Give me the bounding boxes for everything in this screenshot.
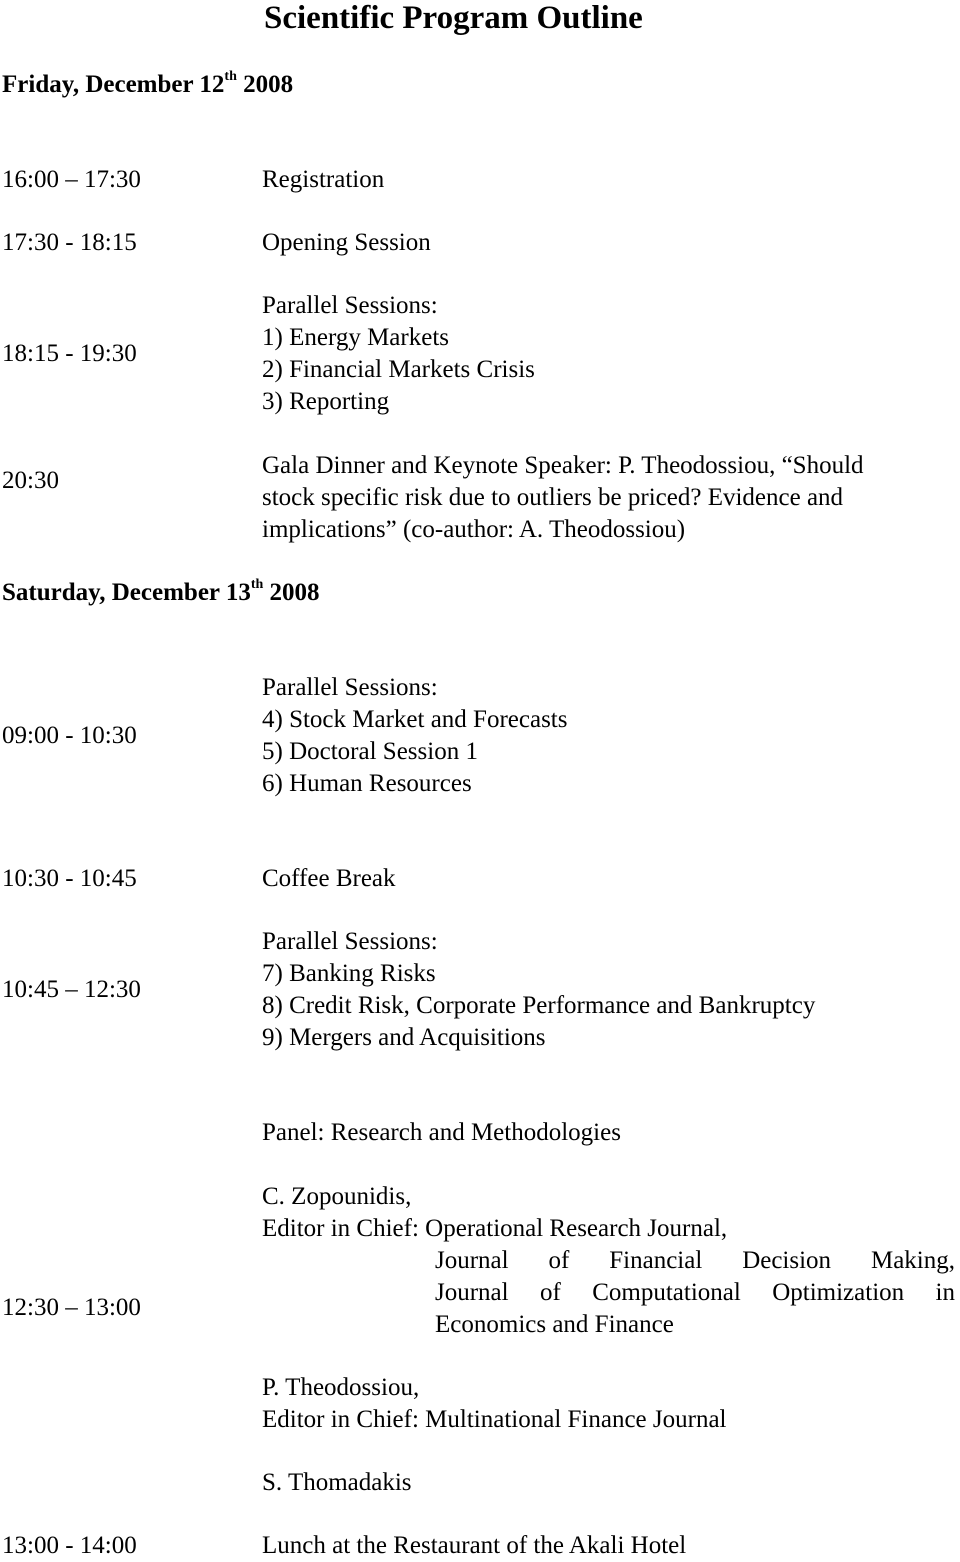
event-coffee-break bbox=[262, 863, 396, 895]
event-line: Parallel Sessions: bbox=[262, 674, 438, 701]
journal-word: Decision bbox=[742, 1247, 832, 1274]
event-parallel-sessions-2 bbox=[262, 672, 567, 800]
journal-word: of bbox=[540, 1279, 561, 1306]
panel-member-zopounidis bbox=[262, 1181, 727, 1245]
panel-member-thomadakis: S. Thomadakis bbox=[262, 1469, 412, 1496]
time-slot-parallel-1: 18:15 - 19:30 bbox=[2, 340, 137, 367]
day-heading-friday-sup: th bbox=[224, 69, 237, 84]
event-parallel-sessions-1 bbox=[262, 290, 535, 418]
journal-word: Journal bbox=[435, 1247, 509, 1274]
panelist-role: Editor in Chief: Operational Research Journal, bbox=[262, 1215, 728, 1242]
time-slot-parallel-2: 09:00 - 10:30 bbox=[2, 722, 137, 749]
journal-word: in bbox=[935, 1279, 955, 1306]
time-slot-gala: 20:30 bbox=[2, 467, 59, 494]
event-opening-session bbox=[262, 227, 431, 259]
day-heading-friday bbox=[2, 69, 293, 101]
event-line: Parallel Sessions: bbox=[262, 928, 438, 955]
journal-word: Making, bbox=[870, 1247, 955, 1274]
event-line: Opening Session bbox=[262, 229, 431, 256]
event-line: 8) Credit Risk, Corporate Performance and Bankruptcy bbox=[262, 992, 816, 1019]
page-title: Scientific Program Outline bbox=[264, 0, 643, 36]
event-line: 7) Banking Risks bbox=[262, 960, 436, 987]
event-line: 5) Doctoral Session 1 bbox=[262, 738, 478, 765]
day-heading-friday-text: Friday, December 12 bbox=[2, 71, 225, 98]
event-line: implications” (co-author: A. Theodossiou) bbox=[262, 516, 686, 543]
time-slot-opening: 17:30 - 18:15 bbox=[2, 229, 137, 256]
event-gala-dinner bbox=[262, 450, 864, 546]
event-line: 1) Energy Markets bbox=[262, 324, 449, 351]
day-heading-saturday-year: 2008 bbox=[263, 579, 320, 606]
event-registration bbox=[262, 164, 384, 196]
journal-word: Journal bbox=[435, 1279, 509, 1306]
journal-word: Computational bbox=[592, 1279, 741, 1306]
event-line: 4) Stock Market and Forecasts bbox=[262, 706, 568, 733]
event-line: stock specific risk due to outliers be priced? Evidence and bbox=[262, 484, 844, 511]
event-line: 3) Reporting bbox=[262, 388, 390, 415]
event-line: 6) Human Resources bbox=[262, 770, 472, 797]
journal-word: of bbox=[548, 1247, 570, 1274]
time-slot-registration: 16:00 – 17:30 bbox=[2, 166, 141, 193]
panel-member-theodossiou bbox=[262, 1372, 727, 1436]
journal-word: Financial bbox=[609, 1247, 703, 1274]
event-line: Parallel Sessions: bbox=[262, 292, 438, 319]
journal-line-2 bbox=[435, 1277, 955, 1309]
event-line: 9) Mergers and Acquisitions bbox=[262, 1024, 546, 1051]
time-slot-parallel-3: 10:45 – 12:30 bbox=[2, 976, 141, 1003]
event-line: Coffee Break bbox=[262, 865, 396, 892]
event-line: 2) Financial Markets Crisis bbox=[262, 356, 535, 383]
time-slot-lunch: 13:00 - 14:00 bbox=[2, 1532, 137, 1559]
journal-line-3: Economics and Finance bbox=[435, 1311, 674, 1338]
day-heading-saturday-text: Saturday, December 13 bbox=[2, 579, 251, 606]
journal-line-1 bbox=[435, 1245, 955, 1277]
day-heading-friday-year: 2008 bbox=[236, 71, 294, 98]
panel-title: Panel: Research and Methodologies bbox=[262, 1119, 621, 1146]
event-line: Registration bbox=[262, 166, 385, 193]
panelist-role: Editor in Chief: Multinational Finance Journal bbox=[262, 1406, 727, 1433]
event-lunch: Lunch at the Restaurant of the Akali Hotel bbox=[262, 1532, 687, 1559]
journal-word: Optimization bbox=[772, 1279, 905, 1306]
panelist-name: P. Theodossiou, bbox=[262, 1374, 420, 1401]
time-slot-panel: 12:30 – 13:00 bbox=[2, 1294, 141, 1321]
event-line: Gala Dinner and Keynote Speaker: P. Theodossiou, “Should bbox=[262, 452, 864, 479]
time-slot-coffee: 10:30 - 10:45 bbox=[2, 865, 137, 892]
panelist-name: C. Zopounidis, bbox=[262, 1183, 412, 1210]
journal-list bbox=[435, 1245, 955, 1341]
day-heading-saturday bbox=[2, 577, 320, 609]
day-heading-saturday-sup: th bbox=[250, 577, 264, 592]
event-parallel-sessions-3 bbox=[262, 926, 815, 1054]
